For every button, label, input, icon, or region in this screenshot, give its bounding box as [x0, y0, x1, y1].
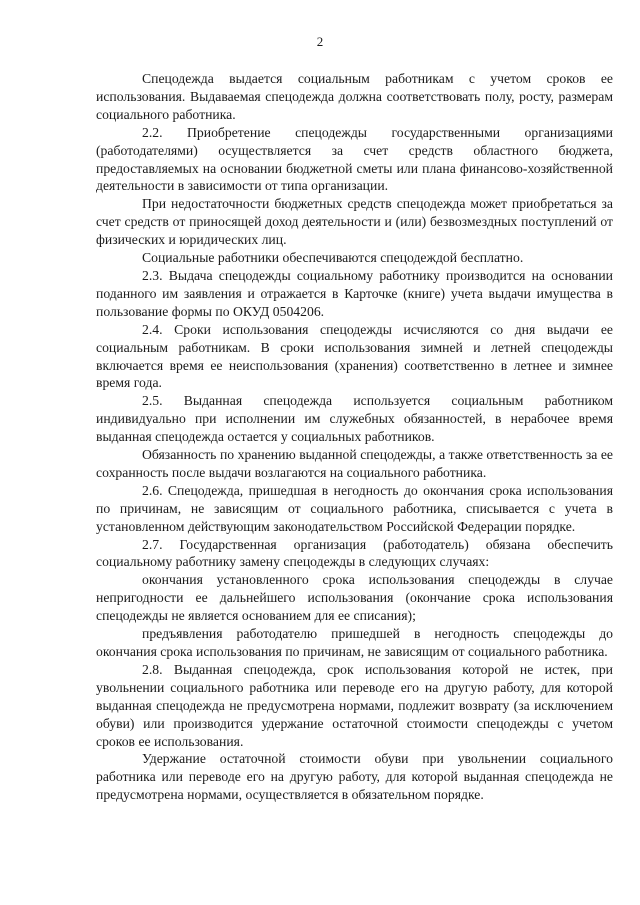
paragraph-2-3: 2.3. Выдача спецодежды социальному работнику производится на основании поданного им заявления и отражается в Карточке (книге) учета выдачи имущества в пользование формы по ОКУД 0504206. — [96, 267, 613, 319]
paragraph-2-7: 2.7. Государственная организация (работодатель) обязана обеспечить социальному работнику замену спецодежды в следующих случаях: — [96, 536, 613, 570]
paragraph-footwear-deduction: Удержание остаточной стоимости обуви при увольнении социального работника или переводе его на другую работу, для которой выданная спецодежда не предусмотрена нормами, осуществляется в обязательном порядке. — [96, 751, 613, 803]
paragraph-workwear-issue: Спецодежда выдается социальным работникам с учетом сроков ее использования. Выдаваемая спецодежда должна соответствовать полу, росту, размерам социального работника. — [96, 71, 613, 122]
paragraph-case-damage: предъявления работодателю пришедшей в негодность спецодежды до окончания срока использования по причинам, не зависящим от социального работника. — [96, 626, 613, 659]
paragraph-2-5: 2.5. Выданная спецодежда используется социальным работником индивидуально при исполнении им служебных обязанностей, в нерабочее время выданная спецодежда остается у социальных работников. — [96, 393, 613, 445]
paragraph-case-expiry: окончания установленного срока использования спецодежды в случае непригодности ее дальнейшего использования (окончание срока использования спецодежды не является основанием для ее списания); — [96, 572, 613, 624]
document-body — [96, 70, 613, 804]
paragraph-2-4: 2.4. Сроки использования спецодежды исчисляются со дня выдачи ее социальным работникам. В сроки использования зимней и летней спецодежды включается время ее неиспользования (хранения) соответственно в летнее и зимнее время года. — [96, 321, 613, 391]
paragraph-2-2: 2.2. Приобретение спецодежды государственными организациями (работодателями) осуществляется за счет средств областного бюджета, предоставляемых на основании бюджетной сметы или плана финансово-хозяйственной деятельности в зависимости от типа организации. — [96, 124, 613, 194]
paragraph-2-8: 2.8. Выданная спецодежда, срок использования которой не истек, при увольнении социального работника или переводе его на другую работу, для которой выданная спецодежда не предусмотрена нормами, подлежит возврату (за исключением обуви) или производится удержание остаточной стоимости спецодежды с учетом сроков ее использования. — [96, 661, 613, 749]
paragraph-free-provision: Социальные работники обеспечиваются спецодеждой бесплатно. — [142, 250, 524, 266]
paragraph-2-6: 2.6. Спецодежда, пришедшая в негодность до окончания срока использования по причинам, не зависящим от социального работника, списывается с учета в установленном действующим законодательством Российской Федерации порядке. — [96, 482, 613, 534]
paragraph-storage-duty: Обязанность по хранению выданной спецодежды, а также ответственность за ее сохранность после выдачи возлагаются на социального работника. — [96, 447, 613, 480]
page-number: 2 — [316, 34, 324, 49]
paragraph-insufficient-funds: При недостаточности бюджетных средств спецодежда может приобретаться за счет средств от приносящей доход деятельности и (или) безвозмездных поступлений от физических и юридических лиц. — [96, 196, 613, 248]
